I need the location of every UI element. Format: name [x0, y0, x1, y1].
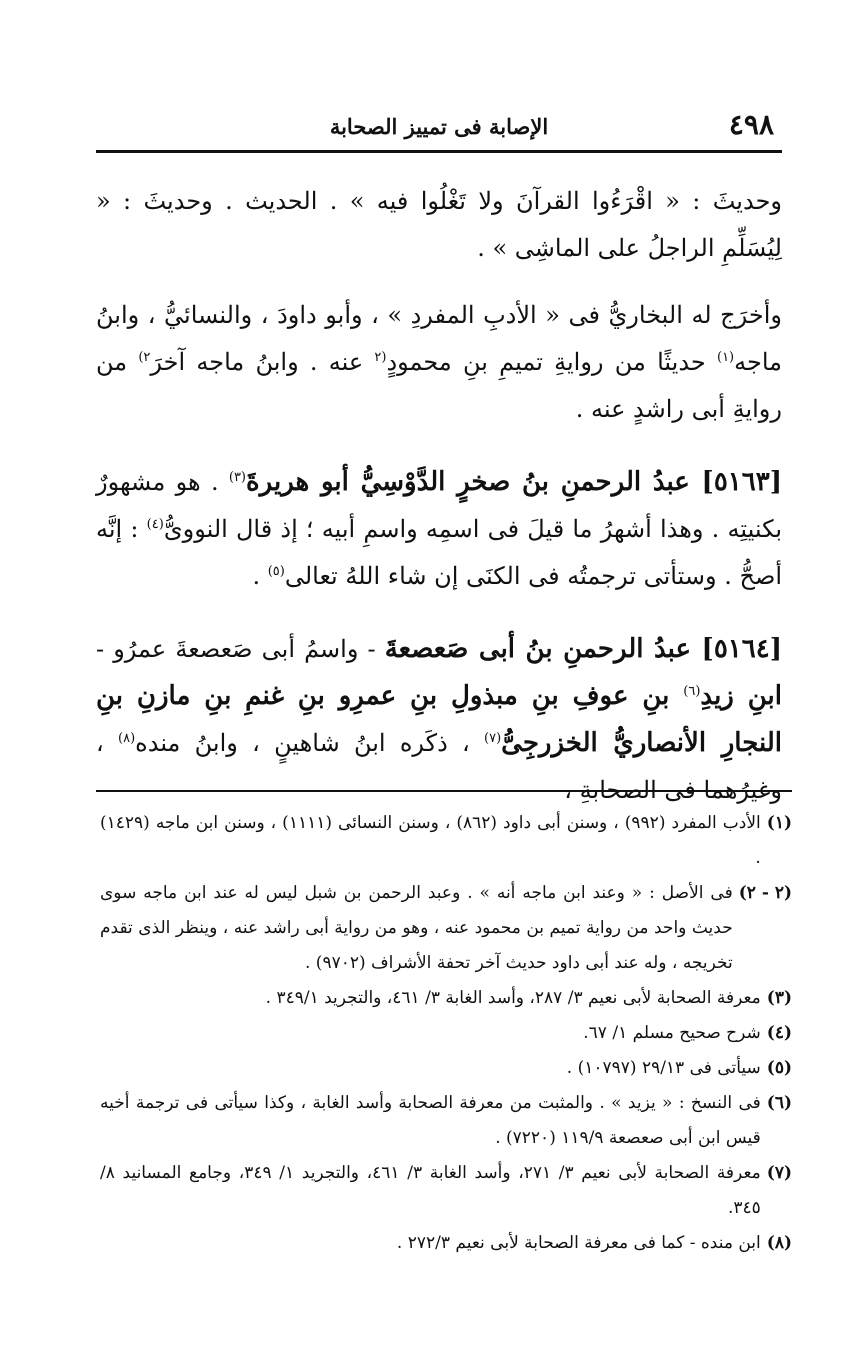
- footnote-marker: (٦): [683, 684, 701, 699]
- footnote-number: (٤): [766, 1023, 792, 1043]
- text-run: حديثًا من روايةِ تميمِ بنِ محمودٍ: [386, 348, 717, 376]
- page-header: [96, 100, 782, 150]
- footnote-marker: (١): [716, 350, 735, 365]
- footnote-text: فى النسخ : « يزيد » . والمثبت من معرفة الصحابة وأسد الغابة ، وكذا سيأتى فى ترجمة أخيه قيس ابن أبى صعصعة ١١٩/٩ (٧٢٢٠) .: [100, 1093, 761, 1148]
- entry-heading: [٥١٦٣] عبدُ الرحمنِ بنُ صخرٍ الدَّوْسِيُّ أبو هريرةَ: [246, 467, 783, 497]
- footnote: [100, 1016, 792, 1051]
- footnote-text: معرفة الصحابة لأبى نعيم ٣/ ٢٨٧، وأسد الغابة ٣/ ٤٦١، والتجريد ٣٤٩/١ .: [265, 988, 761, 1008]
- entry-heading-continued: ابنِ زيدِ: [700, 681, 782, 711]
- footnote: [100, 806, 792, 876]
- paragraph-hadith: وحديثَ : « اقْرَءُوا القرآنَ ولا تَغْلُوا فيه » . الحديث . وحديثَ : « لِيُسَلِّمِ الراجلُ على الماشِى » .: [96, 187, 782, 262]
- footnote-marker: (٢: [374, 350, 387, 365]
- entry-5164: [96, 626, 782, 814]
- footnote: [100, 1051, 792, 1086]
- footnote-marker: (٨): [118, 731, 136, 746]
- footnote-rule: [96, 790, 792, 792]
- footnote: [100, 1226, 792, 1261]
- text-run: - واسمُ أبى صَعصعةَ عمرُو -: [96, 635, 385, 663]
- footnote-text: معرفة الصحابة لأبى نعيم ٣/ ٢٧١، وأسد الغابة ٣/ ٤٦١، والتجريد ١/ ٣٤٩، وجامع المسانيد ٨/ ٣٤٥.: [100, 1163, 761, 1218]
- footnote-text: فى الأصل : « وعند ابن ماجه أنه » . وعبد الرحمن بن شبل ليس له عند ابن ماجه سوى حديث واحد من رواية تميم بن محمود عنه ، وهو من رواية أبى راشد عنه ، وينظر الذى تقدم تخريجه ، وله عند أبى داود حديث آخر تحفة الأشراف (٩٧٠٢) .: [100, 883, 733, 973]
- footnote-text: الأدب المفرد (٩٩٢) ، وسنن أبى داود (٨٦٢) ، وسنن النسائى (١١١١) ، وسنن ابن ماجه (١٤٢٩) .: [100, 813, 761, 868]
- running-title: الإصابة فى تمييز الصحابة: [329, 114, 549, 139]
- main-text: [96, 178, 782, 814]
- text-run: : إنَّه أصحُّ . وستأتى ترجمتُه فى الكنَى إن شاء اللهُ تعالى: [96, 515, 782, 590]
- footnote: [100, 876, 792, 981]
- footnote-marker: (٤): [146, 517, 164, 532]
- footnote: [100, 1086, 792, 1156]
- text-run: ، وغيرُهما فى الصحابةِ ،: [96, 729, 782, 804]
- text-run: .: [252, 562, 268, 590]
- footnote-marker: ٢): [138, 350, 151, 365]
- text-run: . هو مشهورٌ بكنيتِه . وهذا أشهرُ ما قيلَ فى اسمِه واسمِ أبيه ؛ إذ قال النووىُّ: [96, 468, 782, 543]
- header-rule: [96, 150, 782, 153]
- paragraph-takhrij: [96, 292, 782, 433]
- footnote-marker: (٧): [484, 731, 502, 746]
- footnote-text: سيأتى فى ٢٩/١٣ (١٠٧٩٧) .: [566, 1058, 761, 1078]
- footnote-number: (١): [766, 813, 792, 833]
- page-number: ٤٩٨: [728, 108, 774, 141]
- footnote-number: (٧): [766, 1163, 792, 1183]
- footnote-marker: (٣): [228, 470, 246, 485]
- footnote-number: (٢ - ٢): [738, 883, 792, 903]
- footnote-text: ابن منده - كما فى معرفة الصحابة لأبى نعيم ٢٧٢/٣ .: [396, 1233, 761, 1253]
- footnotes: [100, 806, 792, 1261]
- text-run: عنه . وابنُ ماجه آخرَ: [150, 348, 375, 376]
- footnote-marker: (٥): [267, 564, 285, 579]
- text-run: ، ذكَره ابنُ شاهينٍ ، وابنُ منده: [135, 729, 485, 757]
- entry-5163: [96, 459, 782, 600]
- text-run: وأخرَج له البخاريُّ فى « الأدبِ المفردِ » ، وأبو داودَ ، والنسائيُّ ، وابنُ ماجه: [96, 301, 782, 376]
- text-run: من روايةِ أبى راشدٍ عنه .: [96, 348, 782, 423]
- footnote-text: شرح صحيح مسلم ١/ ٦٧.: [583, 1023, 761, 1043]
- entry-heading-continued: بنِ عوفِ بنِ مبذولِ بنِ عمرِو بنِ غنمِ بنِ مازنِ بنِ النجارِ الأنصاريُّ الخزرجِىُّ: [96, 681, 782, 758]
- footnote: [100, 1156, 792, 1226]
- footnote-number: (٥): [766, 1058, 792, 1078]
- footnote-number: (٣): [766, 988, 792, 1008]
- entry-heading: [٥١٦٤] عبدُ الرحمنِ بنُ أبى صَعصعةَ: [384, 634, 782, 664]
- footnote-number: (٦): [766, 1093, 792, 1113]
- footnote: [100, 981, 792, 1016]
- footnote-number: (٨): [766, 1233, 792, 1253]
